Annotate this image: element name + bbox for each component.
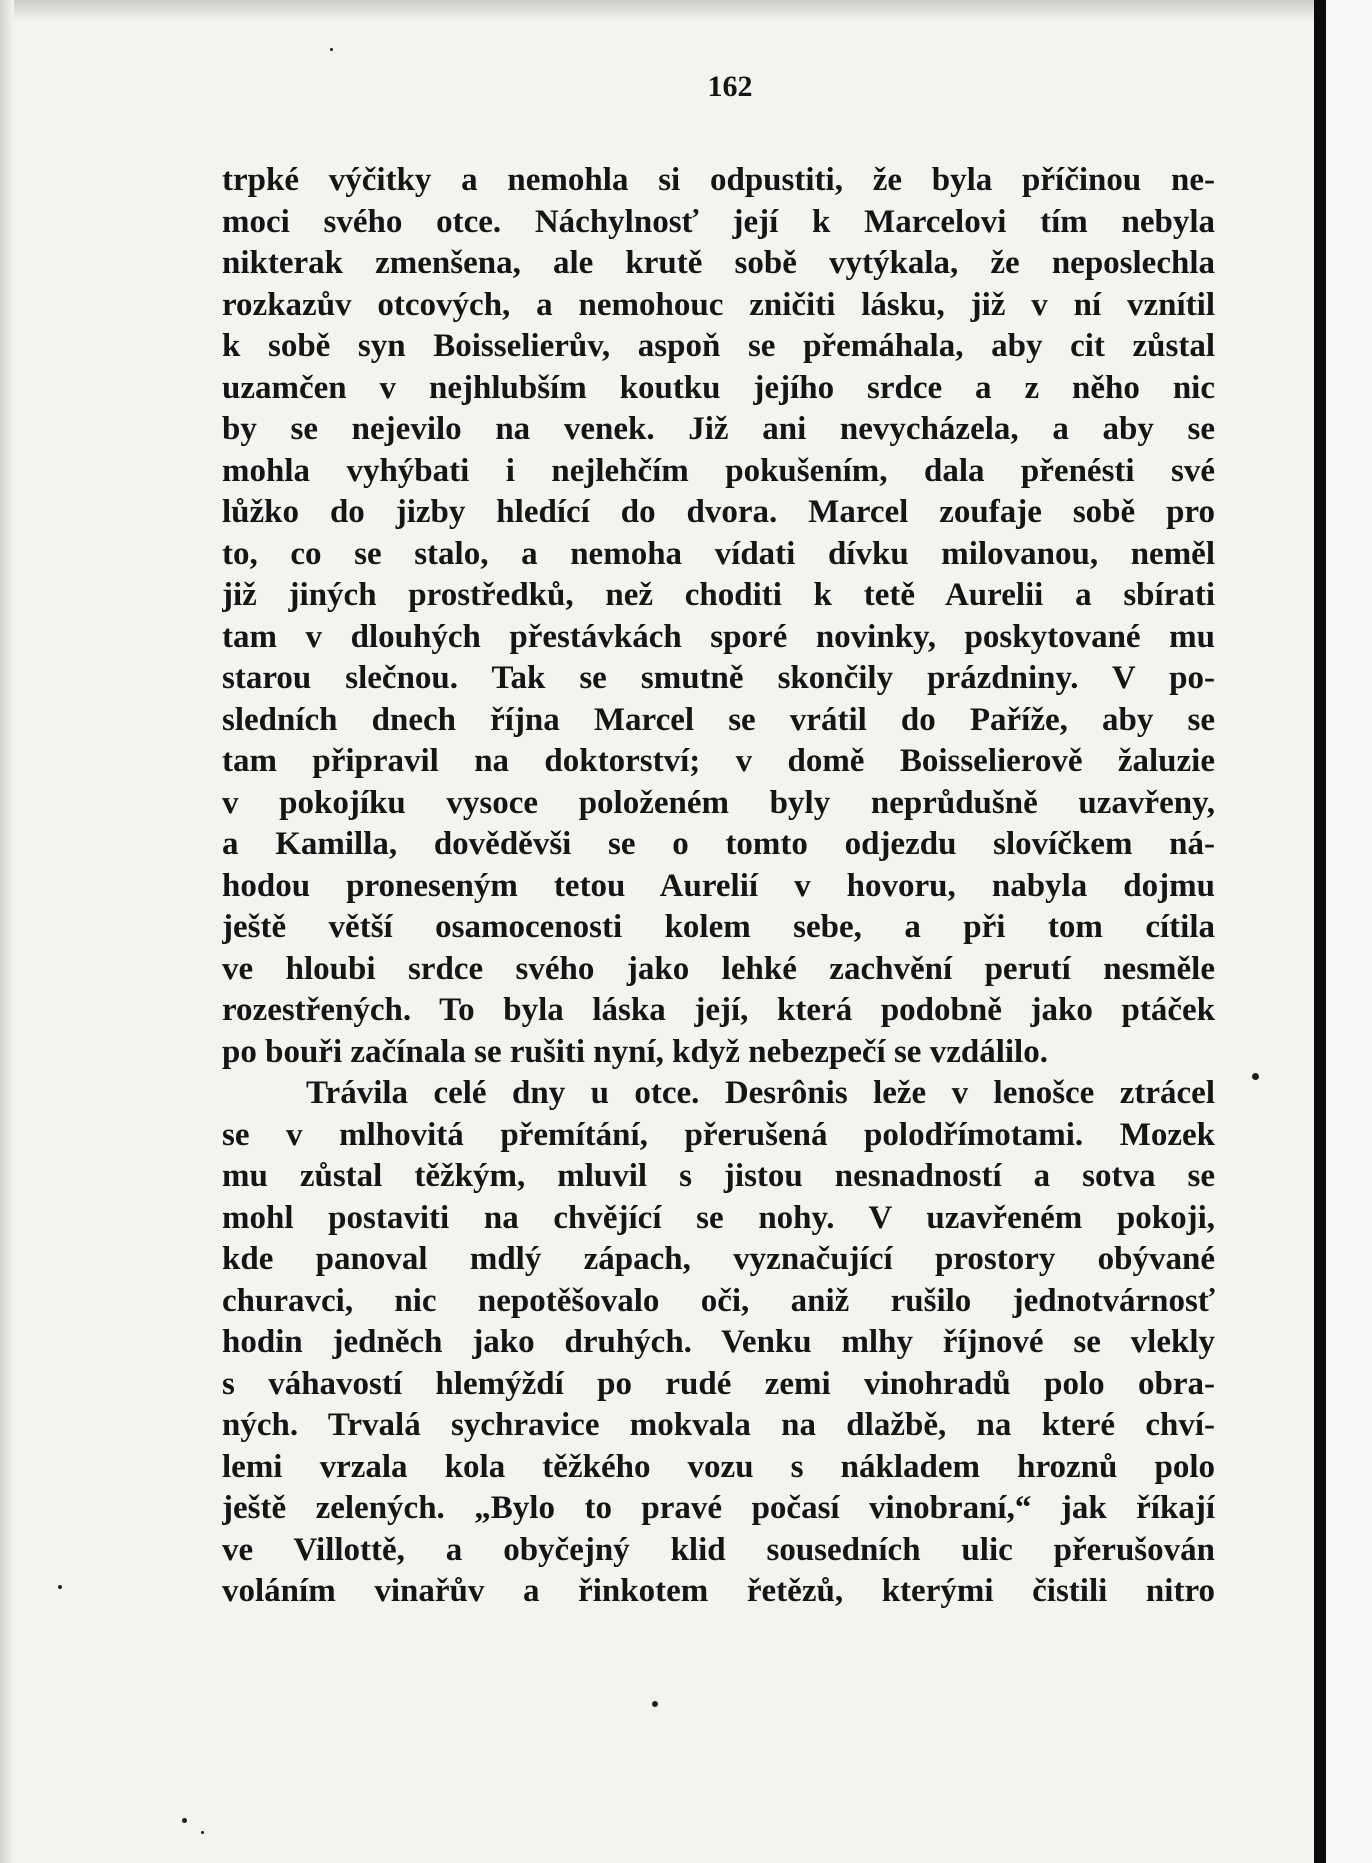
text-line: s váhavostí hlemýždí po rudé zemi vinohradů polo obra- xyxy=(222,1365,1215,1402)
paragraph-end-line: po bouři začínala se rušiti nyní, když nebezpečí se vzdálilo. xyxy=(222,1033,1048,1070)
text-line: rozestřených. To byla láska její, která podobně jako ptáček xyxy=(222,992,1215,1028)
text-line: ve Villottě, a obyčejný klid sousedních ulic přerušován xyxy=(222,1531,1215,1568)
ink-speck xyxy=(201,1831,204,1834)
paragraph-first-line: Trávila celé dny u otce. Desrônis leže v lenošce ztrácel xyxy=(306,1075,1215,1111)
text-line: již jiných prostředků, než choditi k tetě Aurelii a sbírati xyxy=(222,577,1215,613)
text-line: ve hloubi srdce svého jako lehké zachvění perutí nesměle xyxy=(222,950,1215,987)
text-line: churavci, nic nepotěšovalo oči, aniž rušilo jednotvárnosť xyxy=(222,1282,1215,1319)
text-line: se v mlhovitá přemítání, přerušená polodřímotami. Mozek xyxy=(222,1116,1215,1153)
body-text xyxy=(222,160,1215,1613)
binding-edge-bar xyxy=(1314,0,1326,1863)
text-line: tam v dlouhých přestávkách sporé novinky, poskytované mu xyxy=(222,618,1215,655)
text-line: voláním vinařův a řinkotem řetězů, kterými čistili nitro xyxy=(222,1573,1215,1609)
text-line: mohl postaviti na chvějící se nohy. V uzavřeném pokoji, xyxy=(222,1199,1215,1236)
text-line: kde panoval mdlý zápach, vyznačující prostory obývané xyxy=(222,1241,1215,1277)
ink-speck xyxy=(652,1701,658,1707)
text-line: moci svého otce. Náchylnosť její k Marcelovi tím nebyla xyxy=(222,203,1215,240)
page-number: 162 xyxy=(707,70,753,103)
text-line: mohla vyhýbati i nejlehčím pokušením, dala přenésti své xyxy=(222,452,1215,489)
text-line: ještě větší osamocenosti kolem sebe, a při tom cítila xyxy=(222,909,1215,945)
text-line: v pokojíku vysoce položeném byly neprůdušně uzavřeny, xyxy=(222,784,1215,821)
ink-speck xyxy=(330,48,333,51)
outer-margin xyxy=(1326,0,1372,1863)
text-line: lůžko do jizby hledící do dvora. Marcel zoufaje sobě pro xyxy=(222,494,1215,530)
text-line: trpké výčitky a nemohla si odpustiti, že byla příčinou ne- xyxy=(222,162,1215,198)
text-line: a Kamilla, dověděvši se o tomto odjezdu slovíčkem ná- xyxy=(222,826,1215,862)
text-line: hodou proneseným tetou Aurelií v hovoru, nabyla dojmu xyxy=(222,867,1215,904)
text-line: lemi vrzala kola těžkého vozu s nákladem hroznů polo xyxy=(222,1448,1215,1485)
text-line: rozkazův otcových, a nemohouc zničiti lásku, již v ní vznítil xyxy=(222,286,1215,323)
text-line: k sobě syn Boisselierův, aspoň se přemáhala, aby cit zůstal xyxy=(222,328,1215,364)
text-line: uzamčen v nejhlubším koutku jejího srdce a z něho nic xyxy=(222,369,1215,406)
text-line: to, co se stalo, a nemoha vídati dívku milovanou, neměl xyxy=(222,535,1215,572)
text-line: sledních dnech října Marcel se vrátil do Paříže, aby se xyxy=(222,701,1215,738)
text-line: starou slečnou. Tak se smutně skončily prázdniny. V po- xyxy=(222,660,1215,696)
ink-speck xyxy=(182,1818,187,1823)
text-line: hodin jedněch jako druhých. Venku mlhy říjnové se vlekly xyxy=(222,1324,1215,1360)
text-line: mu zůstal těžkým, mluvil s jistou nesnadností a sotva se xyxy=(222,1158,1215,1194)
ink-speck xyxy=(58,1585,62,1589)
text-line: nikterak zmenšena, ale krutě sobě vytýkala, že neposlechla xyxy=(222,245,1215,281)
ink-speck xyxy=(1252,1073,1259,1080)
text-line: by se nejevilo na venek. Již ani nevycházela, a aby se xyxy=(222,411,1215,447)
text-line: tam připravil na doktorství; v domě Boisselierově žaluzie xyxy=(222,743,1215,779)
text-line: ještě zelených. „Bylo to pravé počasí vinobraní,“ jak říkají xyxy=(222,1490,1215,1526)
text-line: ných. Trvalá sychravice mokvala na dlažbě, na které chví- xyxy=(222,1407,1215,1443)
page-top-shadow xyxy=(0,0,1372,22)
page-left-shadow xyxy=(0,0,14,1863)
